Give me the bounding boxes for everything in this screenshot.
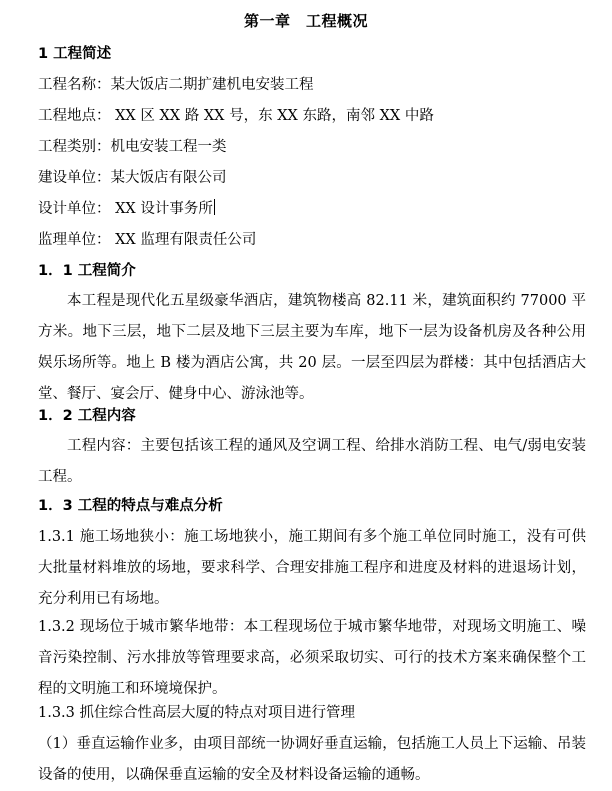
- field-value: 某大饭店二期扩建机电安装工程: [110, 77, 314, 93]
- item-1-3-2: 1.3.2 现场位于城市繁华地带：本工程现场位于城市繁华地带，对现场文明施工、噪音污染控制、污水排放等管理要求高，必须采取切实、可行的技术方案来确保整个工程的文明施工和环境境保护。: [38, 619, 586, 697]
- field-label: 工程类别：: [38, 139, 111, 155]
- item-1-3-1: 1.3.1 施工场地狭小：施工场地狭小，施工期间有多个施工单位同时施工，没有可供大批量材料堆放的场地，要求科学、合理安排施工程序和进度及材料的进退场计划，充分利用已有场地。: [38, 529, 586, 607]
- field-label: 建设单位：: [38, 170, 111, 186]
- field-label: 监理单位：: [38, 232, 111, 248]
- field-supervisor: [38, 230, 586, 250]
- chapter-title: 第一章 工程概况: [243, 12, 368, 30]
- paragraph-content: 工程内容：主要包括该工程的通风及空调工程、给排水消防工程、电气/弱电安装工程。: [38, 438, 586, 485]
- field-value: XX 区 XX 路 XX 号，东 XX 东路，南邻 XX 中路: [110, 108, 434, 124]
- field-value: 机电安装工程一类: [110, 139, 227, 155]
- field-project-name: [38, 75, 586, 95]
- field-value: 某大饭店有限公司: [110, 170, 227, 186]
- item-1-3-3-point-1: （1）垂直运输作业多，由项目部统一协调好垂直运输，包括施工人员上下运输、吊装设备的使用，以确保垂直运输的安全及材料设备运输的通畅。: [38, 736, 586, 783]
- field-project-location: [38, 106, 586, 126]
- field-owner: [38, 168, 586, 188]
- section-heading-1-1: 1．1 工程简介: [38, 263, 136, 279]
- field-label: 工程名称：: [38, 77, 111, 93]
- field-project-category: [38, 137, 586, 157]
- section-heading-1-3: 1．3 工程的特点与难点分析: [38, 498, 223, 514]
- field-value: XX 设计事务所: [110, 201, 213, 217]
- text-cursor: [214, 199, 215, 215]
- section-heading-1: 1 工程简述: [38, 46, 112, 62]
- field-label: 工程地点：: [38, 108, 111, 124]
- item-1-3-3: 1.3.3 抓住综合性高层大厦的特点对项目进行管理: [38, 705, 356, 721]
- paragraph-intro: 本工程是现代化五星级豪华酒店，建筑物楼高 82.11 米，建筑面积约 77000 平方米。地下三层，地下二层及地下三层主要为车库，地下一层为设备机房及各种公用娱乐场所等。地上 B 楼为酒店公寓，共 20 层。一层至四层为群楼：其中包括酒店大堂、餐厅、宴会厅、健身中心、游泳池等。: [38, 293, 586, 402]
- field-value: XX 监理有限责任公司: [110, 232, 257, 248]
- section-heading-1-2: 1．2 工程内容: [38, 408, 136, 424]
- field-designer: [38, 199, 586, 219]
- field-label: 设计单位：: [38, 201, 111, 217]
